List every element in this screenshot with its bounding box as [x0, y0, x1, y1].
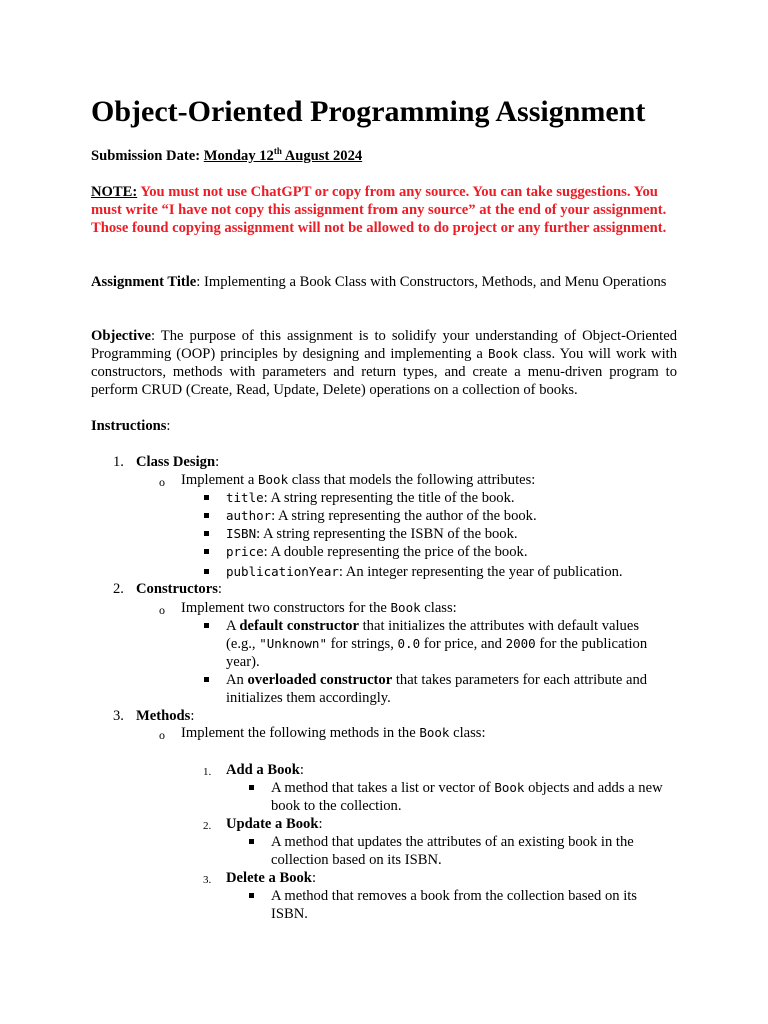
sub-item: Implement a Book class that models the following attributes: [181, 472, 536, 488]
list-item: A method that updates the attributes of an existing book in the [271, 834, 634, 850]
submission-date [91, 147, 677, 165]
square-bullet [204, 677, 209, 682]
note-paragraph [91, 183, 677, 237]
section-heading: Class Design: [136, 454, 220, 470]
assignment-title-label: Assignment Title [91, 274, 197, 290]
method-number: 1. [203, 766, 212, 778]
square-bullet [249, 893, 254, 898]
note-text: You must not use ChatGPT or copy from any source. You can take suggestions. You must write “I have not copy this assignment from any source” at the end of your assignment. Those found copying assignment will not be allowed to do project or any further assignment. [91, 184, 667, 236]
method-number: 3. [203, 874, 212, 886]
section-number: 3. [113, 708, 124, 724]
method-heading: Update a Book: [226, 816, 323, 832]
list-item-continuation: (e.g., "Unknown" for strings, 0.0 for price, and 2000 for the publication [226, 636, 648, 652]
list-item-continuation: collection based on its ISBN. [271, 852, 442, 868]
list-item: A method that takes a list or vector of Book objects and adds a new [271, 780, 663, 796]
list-item: title: A string representing the title of the book. [226, 490, 515, 506]
objective-code: Book [487, 346, 519, 361]
list-item: publicationYear: An integer representing the year of publication. [226, 564, 623, 580]
list-item-continuation: ISBN. [271, 906, 308, 922]
list-item-continuation: year). [226, 654, 260, 670]
square-bullet [204, 623, 209, 628]
sub-item: Implement two constructors for the Book class: [181, 600, 457, 616]
square-bullet [249, 839, 254, 844]
section-heading: Methods: [136, 708, 195, 724]
square-bullet [249, 785, 254, 790]
sub-bullet-marker: o [159, 603, 165, 617]
method-heading: Delete a Book: [226, 870, 316, 886]
sub-bullet-marker: o [159, 475, 165, 489]
square-bullet [204, 495, 209, 500]
note-label: NOTE: [91, 184, 138, 200]
assignment-title-text: : Implementing a Book Class with Constructors, Methods, and Menu Operations [196, 274, 667, 290]
list-item: price: A double representing the price of the book. [226, 544, 528, 560]
submission-date-value: Monday 12th August 2024 [203, 146, 363, 164]
section-number: 1. [113, 454, 124, 470]
sub-item: Implement the following methods in the Book class: [181, 725, 486, 741]
method-heading: Add a Book: [226, 762, 304, 778]
list-item-continuation: book to the collection. [271, 798, 402, 814]
square-bullet [204, 569, 209, 574]
section-heading: Constructors: [136, 581, 222, 597]
list-item-continuation: initializes them accordingly. [226, 690, 391, 706]
list-item: author: A string representing the author of the book. [226, 508, 537, 524]
square-bullet [204, 531, 209, 536]
list-item: A default constructor that initializes the attributes with default values [226, 618, 640, 634]
objective-label: Objective [91, 328, 151, 344]
instructions-heading: Instructions: [91, 418, 171, 434]
sub-bullet-marker: o [159, 728, 165, 742]
list-item: An overloaded constructor that takes parameters for each attribute and [226, 672, 648, 688]
list-item: A method that removes a book from the collection based on its [271, 888, 637, 904]
submission-label: Submission Date: [91, 148, 204, 164]
list-item: ISBN: A string representing the ISBN of the book. [226, 526, 518, 542]
square-bullet [204, 549, 209, 554]
square-bullet [204, 513, 209, 518]
section-number: 2. [113, 581, 124, 597]
document-title: Object-Oriented Programming Assignment [91, 95, 646, 128]
assignment-title-paragraph [91, 273, 677, 291]
method-number: 2. [203, 820, 212, 832]
objective-paragraph: Objective: The purpose of this assignment is to solidify your understanding of Object-Oriented Programming (OOP) principles by designing and implementing a Book class. You will work with constructors, methods with parameters and return types, and create a menu-driven program to perform CRUD (Create, Read, Update, Delete) operations on a collection of books. [91, 328, 677, 398]
